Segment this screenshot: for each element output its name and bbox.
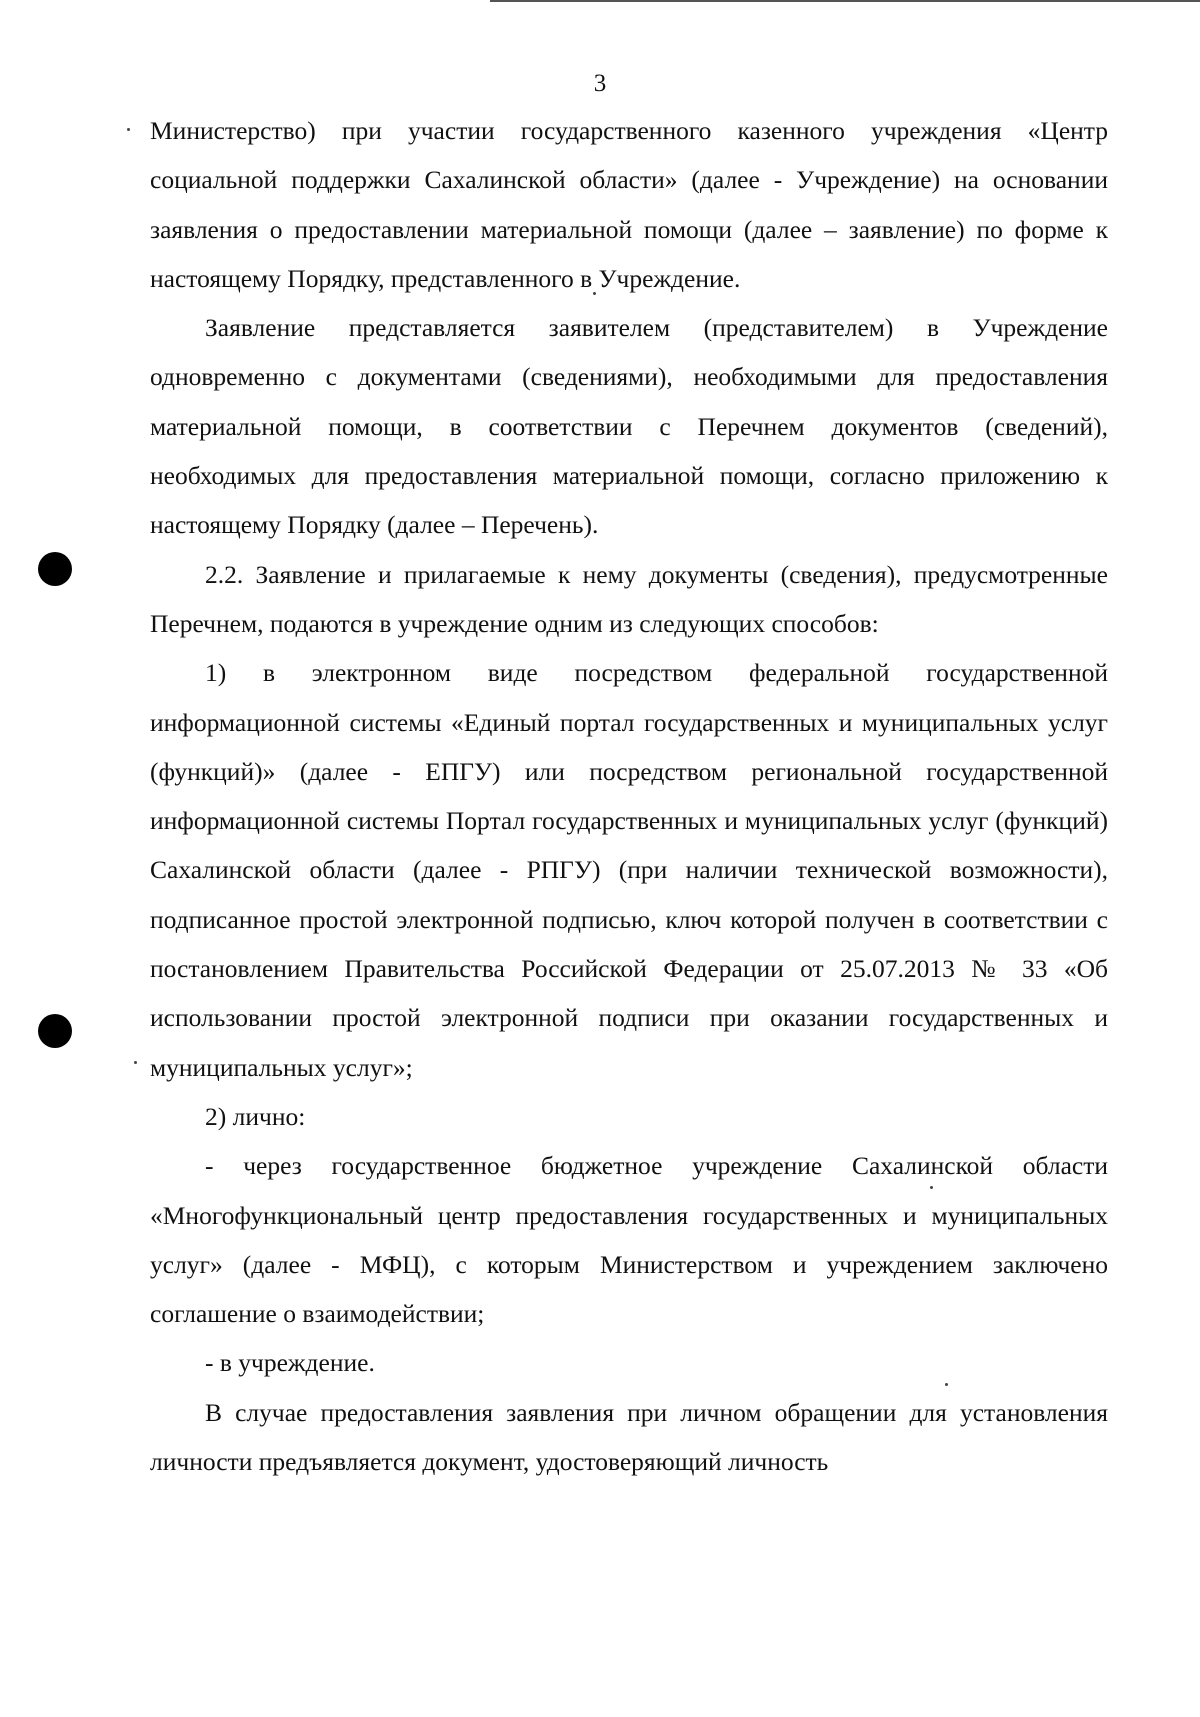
scan-speck <box>134 1061 137 1064</box>
document-body <box>150 106 1108 1486</box>
sub-item-institution: - в учреждение. <box>205 1348 375 1378</box>
page-number: 3 <box>593 70 607 97</box>
paragraph: Заявление представляется заявителем (представителем) в Учреждение одновременно с документами (сведениями), необходимыми для предоставления материальной помощи, в соответствии с Перечнем документов (сведений), необходимых для предоставления материальной помощи, согласно приложению к настоящему Порядку (далее – Перечень). <box>150 313 1108 540</box>
sub-item-mfc: - через государственное бюджетное учреждение Сахалинской области «Многофункциональный центр предоставления государственных и муниципальных услуг» (далее - МФЦ), с которым Министерством и учреждением заключено соглашение о взаимодействии; <box>150 1151 1108 1329</box>
list-item-personal: 2) лично: <box>205 1101 306 1131</box>
punch-hole-mark <box>38 1014 72 1048</box>
paragraph: В случае предоставления заявления при личном обращении для установления личности предъявляется документ, удостоверяющий личность <box>150 1397 1108 1477</box>
scan-speck <box>127 128 130 131</box>
top-edge-line <box>490 0 1200 2</box>
paragraph-continuation: Министерство) при участии государственного казенного учреждения «Центр социальной поддержки Сахалинской области» (далее - Учреждение) на основании заявления о предоставлении материальной помощи (далее – заявление) по форме к настоящему Порядку, представленного в Учреждение. <box>150 116 1108 293</box>
list-item-electronic: 1) в электронном виде посредством федеральной государственной информационной системы «Единый портал государственных и муниципальных услуг (функций)» (далее - ЕПГУ) или посредством региональной государственной информационной системы Портал государственных и муниципальных услуг (функций) Сахалинской области (далее - РПГУ) (при наличии технической возможности), подписанное простой электронной подписью, ключ которой получен в соответствии с постановлением Правительства Российской Федерации от 25.07.2013 № 33 «Об использовании простой электронной подписи при оказании государственных и муниципальных услуг»; <box>150 658 1108 1082</box>
paragraph-section-2-2: 2.2. Заявление и прилагаемые к нему документы (сведения), предусмотренные Перечнем, подаются в учреждение одним из следующих способов: <box>150 559 1108 638</box>
punch-hole-mark <box>38 552 72 586</box>
